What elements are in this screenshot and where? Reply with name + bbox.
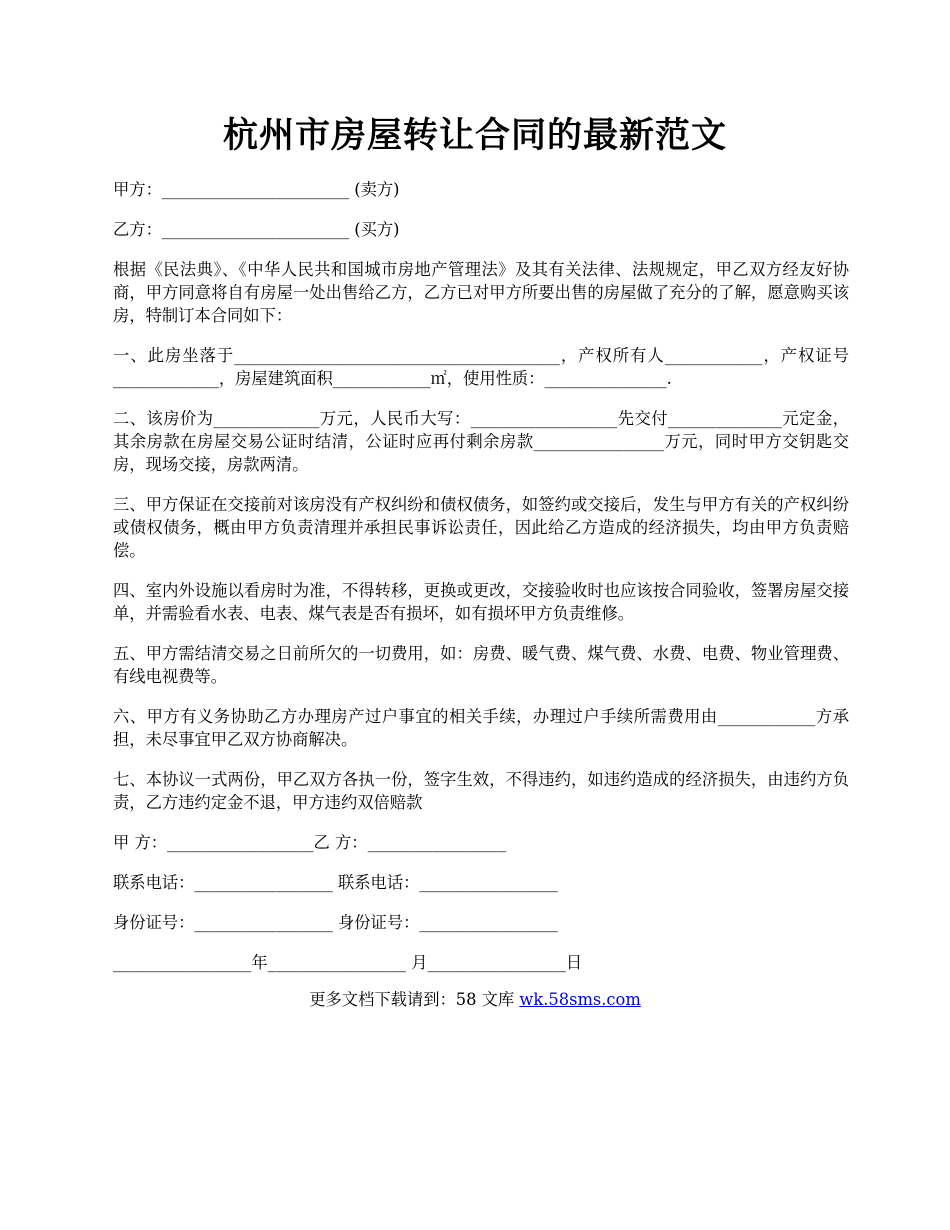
footer xyxy=(0,988,950,1012)
clause-4-facilities: 四、室内外设施以看房时为准，不得转移，更换或更改，交接验收时也应该按合同验收，签署房屋交接单，并需验看水表、电表、煤气表是否有损坏，如有损坏甲方负责维修。 xyxy=(113,581,849,623)
document-body xyxy=(113,178,849,991)
id-number-line: 身份证号：_________________ 身份证号：_________________ xyxy=(113,913,558,932)
footer-prefix: 更多文档下载请到：58 文库 xyxy=(309,990,520,1009)
party-a-line: 甲方：_______________________ (卖方) xyxy=(113,180,400,199)
preamble-paragraph: 根据《民法典》、《中华人民共和国城市房地产管理法》及其有关法律、法规规定，甲乙双方经友好协商，甲方同意将自有房屋一处出售给乙方，乙方已对甲方所要出售的房屋做了充分的了解，愿意购买该房，特制订本合同如下： xyxy=(113,260,849,325)
document-title: 杭州市房屋转让合同的最新范文 xyxy=(222,115,727,156)
clause-6-transfer: 六、甲方有义务协助乙方办理房产过户事宜的相关手续，办理过户手续所需费用由____________方承担，未尽事宜甲乙双方协商解决。 xyxy=(113,707,849,749)
footer-link[interactable]: wk.58sms.com xyxy=(519,990,641,1009)
phone-line: 联系电话：_________________ 联系电话：_________________ xyxy=(113,873,558,892)
clause-7-validity: 七、本协议一式两份，甲乙双方各执一份，签字生效，不得违约，如违约造成的经济损失，由违约方负责，乙方违约定金不退，甲方违约双倍赔款 xyxy=(113,770,849,812)
party-b-line: 乙方：_______________________ (买方) xyxy=(113,220,400,239)
clause-1-property-location: 一、此房坐落于________________________________________，产权所有人____________，产权证号_____________，房屋建筑面积____________㎡，使用性质：_______________. xyxy=(113,346,849,388)
clause-3-guarantee: 三、甲方保证在交接前对该房没有产权纠纷和债权债务，如签约或交接后，发生与甲方有关的产权纠纷或债权债务，概由甲方负责清理并承担民事诉讼责任，因此给乙方造成的经济损失，均由甲方负责赔偿。 xyxy=(113,495,849,560)
signature-line: 甲 方：__________________乙 方：_________________ xyxy=(113,833,506,852)
clause-2-price: 二、该房价为_____________万元，人民币大写：__________________先交付______________元定金，其余房款在房屋交易公证时结清，公证时应再付剩余房款________________万元，同时甲方交钥匙交房，现场交接，房款两清。 xyxy=(113,409,849,474)
clause-5-fees: 五、甲方需结清交易之日前所欠的一切费用，如：房费、暖气费、煤气费、水费、电费、物业管理费、有线电视费等。 xyxy=(113,644,849,686)
date-line: _________________年_________________ 月_________________日 xyxy=(113,953,583,972)
